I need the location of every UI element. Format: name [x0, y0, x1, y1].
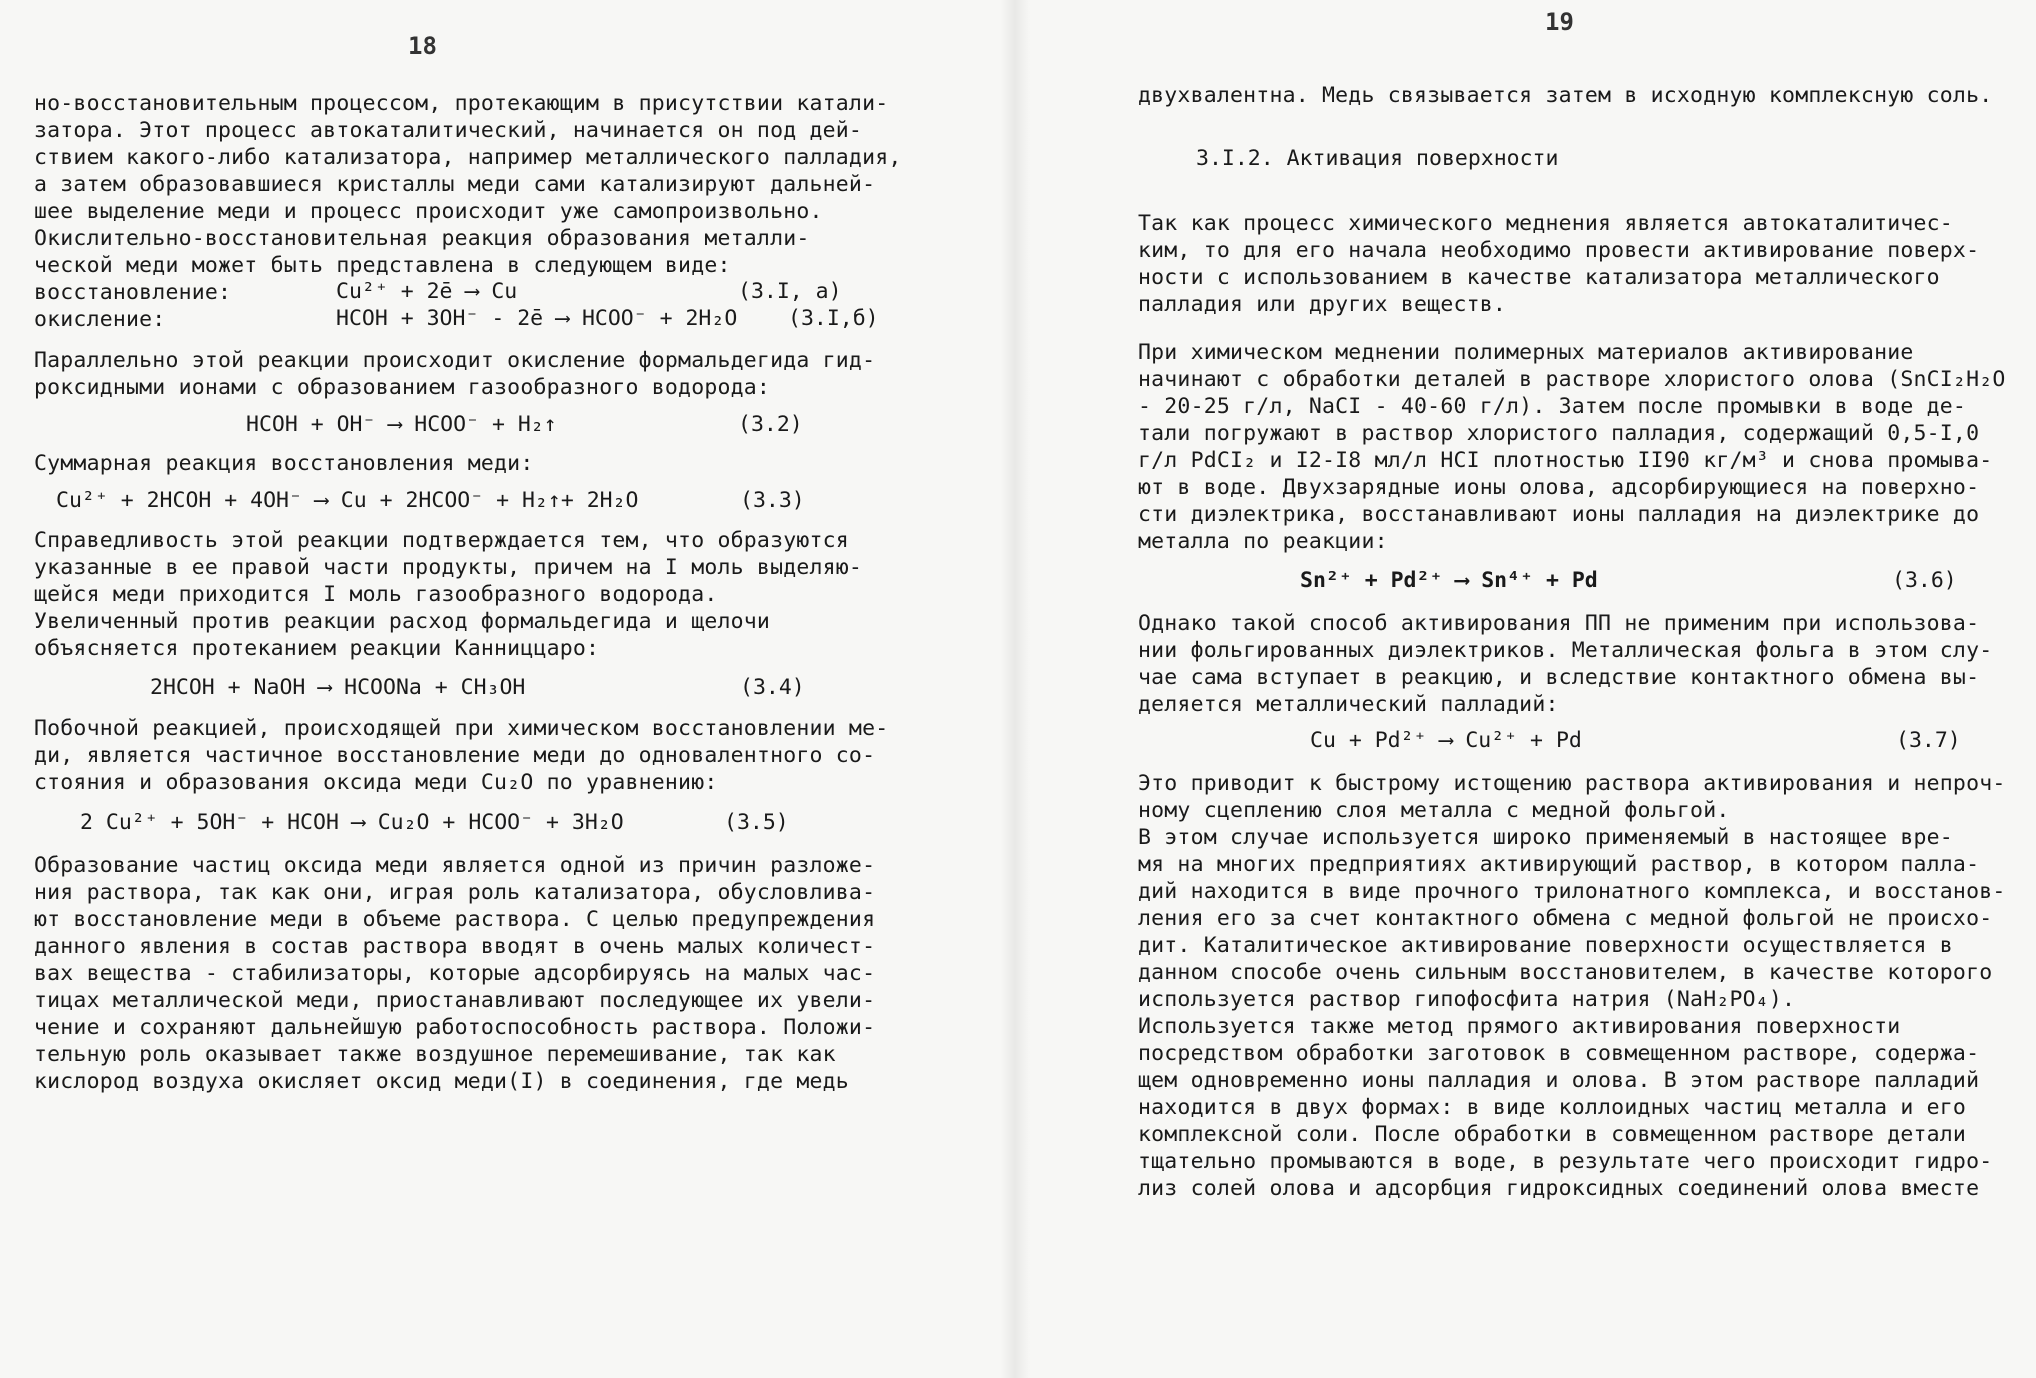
text-line: тали погружают в раствор хлористого палладия, содержащий 0,5-I,0	[1138, 421, 1980, 446]
equation: 2 Cu²⁺ + 5OH⁻ + HCOH ⟶ Cu₂O + HCOO⁻ + 3H₂O	[80, 810, 624, 835]
text-line: роксидными ионами с образованием газообразного водорода:	[34, 375, 771, 400]
text-line: ствием какого-либо катализатора, например металлического палладия,	[34, 145, 902, 170]
text-line: объясняется протеканием реакции Канниццаро:	[34, 636, 600, 661]
text-line: находится в двух формах: в виде коллоидных частиц металла и его	[1138, 1095, 1967, 1120]
equation: Cu²⁺ + 2ē ⟶ Cu	[336, 279, 518, 304]
text-line: данном способе очень сильным восстановителем, в качестве которого	[1138, 960, 1993, 985]
text-line: Используется также метод прямого активирования поверхности	[1138, 1014, 1901, 1039]
text-line: деляется металлический палладий:	[1138, 692, 1559, 717]
equation-number: (3.4)	[740, 675, 805, 700]
text-line: начинают с обработки деталей в растворе хлористого олова (SnCI₂H₂O	[1138, 367, 2006, 392]
text-line: Суммарная реакция восстановления меди:	[34, 451, 534, 476]
text-line: Увеличенный против реакции расход формальдегида и щелочи	[34, 609, 771, 634]
text-line: ют в воде. Двухзарядные ионы олова, адсорбирующиеся на поверхно-	[1138, 475, 1980, 500]
text-line: чае сама вступает в реакцию, и вследствие контактного обмена вы-	[1138, 665, 1980, 690]
equation-number: (3.7)	[1896, 728, 1961, 753]
text-line: Параллельно этой реакции происходит окисление формальдегида гид-	[34, 348, 876, 373]
text-line: Однако такой способ активирования ПП не применим при использова-	[1138, 611, 1980, 636]
text-line: тщательно промываются в воде, в результате чего происходит гидро-	[1138, 1149, 1993, 1174]
text-line: щейся меди приходится I моль газообразного водорода.	[34, 582, 718, 607]
page-number: 18	[408, 32, 437, 60]
equation-number: (3.2)	[738, 412, 803, 437]
equation: Cu + Pd²⁺ ⟶ Cu²⁺ + Pd	[1310, 728, 1582, 753]
text-line: ности с использованием в качестве катализатора металлического	[1138, 265, 1940, 290]
text-line: ют восстановление меди в объеме раствора. С целью предупреждения	[34, 907, 876, 932]
text-line: тельную роль оказывает также воздушное перемешивание, так как	[34, 1042, 836, 1067]
text-line: мя на многих предприятиях активирующий раствор, в котором палла-	[1138, 852, 1980, 877]
equation-number: (3.5)	[724, 810, 789, 835]
text-line: посредством обработки заготовок в совмещенном растворе, содержа-	[1138, 1041, 1980, 1066]
equation: Sn²⁺ + Pd²⁺ ⟶ Sn⁴⁺ + Pd	[1300, 568, 1598, 593]
text-line: дий находится в виде прочного трилонатного комплекса, и восстанов-	[1138, 879, 2006, 904]
text-line: восстановление:	[34, 280, 232, 305]
equation-number: (3.I,б)	[788, 306, 879, 331]
equation-number: (3.I, а)	[738, 279, 842, 304]
text-line: ния раствора, так как они, играя роль катализатора, обусловлива-	[34, 880, 876, 905]
equation: Cu²⁺ + 2HCOH + 4OH⁻ ⟶ Cu + 2HCOO⁻ + H₂↑+ 2H₂O	[56, 488, 639, 513]
text-line: щем одновременно ионы палладия и олова. В этом растворе палладий	[1138, 1068, 1980, 1093]
text-line: г/л PdCI₂ и I2-I8 мл/л HCI плотностью II90 кг/м³ и снова промыва-	[1138, 448, 1993, 473]
text-line: но-восстановительным процессом, протекающим в присутствии катали-	[34, 91, 889, 116]
text-line: Окислительно-восстановительная реакция образования металли-	[34, 226, 810, 251]
text-line: вах вещества - стабилизаторы, которые адсорбируясь на малых час-	[34, 961, 876, 986]
text-line: нии фольгированных диэлектриков. Металлическая фольга в этом слу-	[1138, 638, 1993, 663]
text-line: палладия или других веществ.	[1138, 292, 1507, 317]
text-line: окисление:	[34, 307, 166, 332]
text-line: двухвалентна. Медь связывается затем в исходную комплексную соль.	[1138, 83, 1993, 108]
text-line: ному сцеплению слоя металла с медной фольгой.	[1138, 798, 1730, 823]
text-line: данного явления в состав раствора вводят в очень малых количест-	[34, 934, 876, 959]
text-line: дит. Каталитическое активирование поверхности осуществляется в	[1138, 933, 1953, 958]
text-line: ким, то для его начала необходимо провести активирование поверх-	[1138, 238, 1980, 263]
text-line: В этом случае используется широко применяемый в настоящее вре-	[1138, 825, 1953, 850]
text-line: ческой меди может быть представлена в следующем виде:	[34, 253, 731, 278]
text-line: указанные в ее правой части продукты, причем на I моль выделяю-	[34, 555, 863, 580]
text-line: шее выделение меди и процесс происходит уже самопроизвольно.	[34, 199, 823, 224]
text-line: затора. Этот процесс автокаталитический, начинается он под дей-	[34, 118, 863, 143]
equation-number: (3.6)	[1892, 568, 1957, 593]
equation-number: (3.3)	[740, 488, 805, 513]
text-line: При химическом меднении полимерных материалов активирование	[1138, 340, 1914, 365]
text-line: Это приводит к быстрому истощению раствора активирования и непроч-	[1138, 771, 2006, 796]
equation: 2HCOH + NaOH ⟶ HCOONa + CH₃OH	[150, 675, 526, 700]
text-line: металла по реакции:	[1138, 529, 1388, 554]
text-line: стояния и образования оксида меди Cu₂O по уравнению:	[34, 770, 718, 795]
text-line: используется раствор гипофосфита натрия (NaH₂PO₄).	[1138, 987, 1796, 1012]
text-line: кислород воздуха окисляет оксид меди(I) в соединения, где медь	[34, 1069, 849, 1094]
text-line: комплексной соли. После обработки в совмещенном растворе детали	[1138, 1122, 1967, 1147]
text-line: сти диэлектрика, восстанавливают ионы палладия на диэлектрике до	[1138, 502, 1980, 527]
text-line: а затем образовавшиеся кристаллы меди сами катализируют дальней-	[34, 172, 876, 197]
page-number: 19	[1545, 8, 1574, 36]
section-heading: 3.I.2. Активация поверхности	[1196, 146, 1559, 171]
text-line: ди, является частичное восстановление меди до одновалентного со-	[34, 743, 876, 768]
text-line: лиз солей олова и адсорбция гидроксидных соединений олова вместе	[1138, 1176, 1980, 1201]
equation: HCOH + 3OH⁻ - 2ē ⟶ HCOO⁻ + 2H₂O	[336, 306, 738, 331]
equation: HCOH + OH⁻ ⟶ HCOO⁻ + H₂↑	[246, 412, 557, 437]
text-line: Образование частиц оксида меди является одной из причин разложе-	[34, 853, 876, 878]
text-line: Побочной реакцией, происходящей при химическом восстановлении ме-	[34, 716, 889, 741]
text-line: Так как процесс химического меднения является автокаталитичес-	[1138, 211, 1953, 236]
text-line: тицах металлической меди, приостанавливают последующее их увели-	[34, 988, 876, 1013]
text-line: ления его за счет контактного обмена с медной фольгой не происхо-	[1138, 906, 1993, 931]
text-line: Справедливость этой реакции подтверждается тем, что образуются	[34, 528, 849, 553]
text-line: - 20-25 г/л, NaCI - 40-60 г/л). Затем после промывки в воде де-	[1138, 394, 1967, 419]
text-line: чение и сохраняют дальнейшую работоспособность раствора. Положи-	[34, 1015, 876, 1040]
